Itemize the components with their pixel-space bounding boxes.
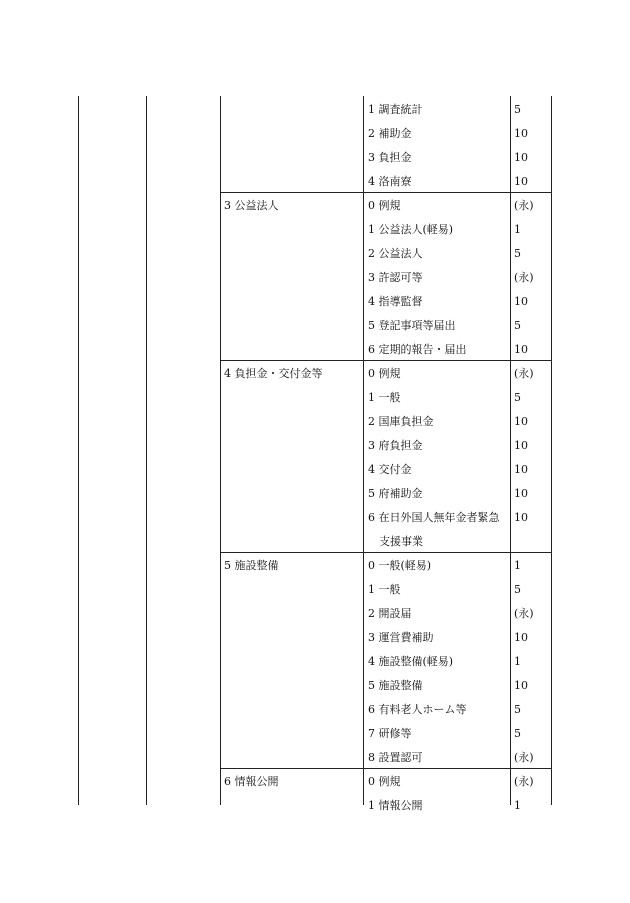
retention-period: 5 <box>514 247 521 260</box>
retention-period: (永) <box>514 199 534 212</box>
item-label: 0 例規 <box>368 775 401 788</box>
retention-period: 10 <box>514 295 528 308</box>
item-label: 3 負担金 <box>368 151 412 164</box>
table-column-rule <box>510 96 511 805</box>
group-divider <box>220 192 551 193</box>
retention-period: 10 <box>514 151 528 164</box>
item-label: 3 許認可等 <box>368 271 423 284</box>
item-label: 1 一般 <box>368 391 401 404</box>
item-label: 1 公益法人(軽易) <box>368 223 454 236</box>
group-divider <box>220 360 551 361</box>
item-label: 5 府補助金 <box>368 487 423 500</box>
retention-period: 10 <box>514 343 528 356</box>
retention-period: (永) <box>514 751 534 764</box>
item-label: 4 施設整備(軽易) <box>368 655 454 668</box>
retention-period: 1 <box>514 223 521 236</box>
retention-period: (永) <box>514 775 534 788</box>
table-column-rule <box>551 96 552 805</box>
retention-period: 5 <box>514 583 521 596</box>
retention-period: 10 <box>514 439 528 452</box>
item-label-continued: 支援事業 <box>379 535 423 548</box>
item-label: 1 情報公開 <box>368 799 423 812</box>
item-label: 6 有料老人ホーム等 <box>368 703 467 716</box>
item-label: 3 運営費補助 <box>368 631 434 644</box>
item-label: 2 補助金 <box>368 127 412 140</box>
retention-period: 1 <box>514 799 521 812</box>
retention-period: 10 <box>514 487 528 500</box>
retention-period: 5 <box>514 319 521 332</box>
item-label: 0 一般(軽易) <box>368 559 432 572</box>
item-label: 2 国庫負担金 <box>368 415 434 428</box>
category-label: 5 施設整備 <box>224 559 279 572</box>
item-label: 4 洛南寮 <box>368 175 412 188</box>
retention-period: 10 <box>514 511 528 524</box>
retention-period: 10 <box>514 127 528 140</box>
item-label: 7 研修等 <box>368 727 412 740</box>
item-label: 1 一般 <box>368 583 401 596</box>
item-label: 8 設置認可 <box>368 751 423 764</box>
retention-period: 5 <box>514 391 521 404</box>
item-label: 0 例規 <box>368 367 401 380</box>
item-label: 4 指導監督 <box>368 295 423 308</box>
category-label: 3 公益法人 <box>224 199 279 212</box>
item-label: 5 登記事項等届出 <box>368 319 456 332</box>
retention-period: 1 <box>514 559 521 572</box>
item-label: 6 在日外国人無年金者緊急 <box>368 511 500 524</box>
table-column-rule <box>78 96 79 805</box>
retention-period: 1 <box>514 655 521 668</box>
group-divider <box>220 768 551 769</box>
retention-period: (永) <box>514 271 534 284</box>
item-label: 2 開設届 <box>368 607 412 620</box>
retention-period: 10 <box>514 415 528 428</box>
retention-period: 10 <box>514 679 528 692</box>
item-label: 2 公益法人 <box>368 247 423 260</box>
item-label: 5 施設整備 <box>368 679 423 692</box>
item-label: 0 例規 <box>368 199 401 212</box>
retention-period: (永) <box>514 607 534 620</box>
retention-period: 10 <box>514 175 528 188</box>
item-label: 3 府負担金 <box>368 439 423 452</box>
category-label: 6 情報公開 <box>224 775 279 788</box>
retention-period: 5 <box>514 727 521 740</box>
retention-period: 5 <box>514 703 521 716</box>
retention-period: 10 <box>514 463 528 476</box>
retention-period: (永) <box>514 367 534 380</box>
item-label: 1 調査統計 <box>368 103 423 116</box>
group-divider <box>220 552 551 553</box>
category-label: 4 負担金・交付金等 <box>224 367 323 380</box>
retention-period: 5 <box>514 103 521 116</box>
table-column-rule <box>220 96 221 805</box>
item-label: 4 交付金 <box>368 463 412 476</box>
table-column-rule <box>363 96 364 805</box>
retention-period: 10 <box>514 631 528 644</box>
item-label: 6 定期的報告・届出 <box>368 343 467 356</box>
table-column-rule <box>146 96 147 805</box>
